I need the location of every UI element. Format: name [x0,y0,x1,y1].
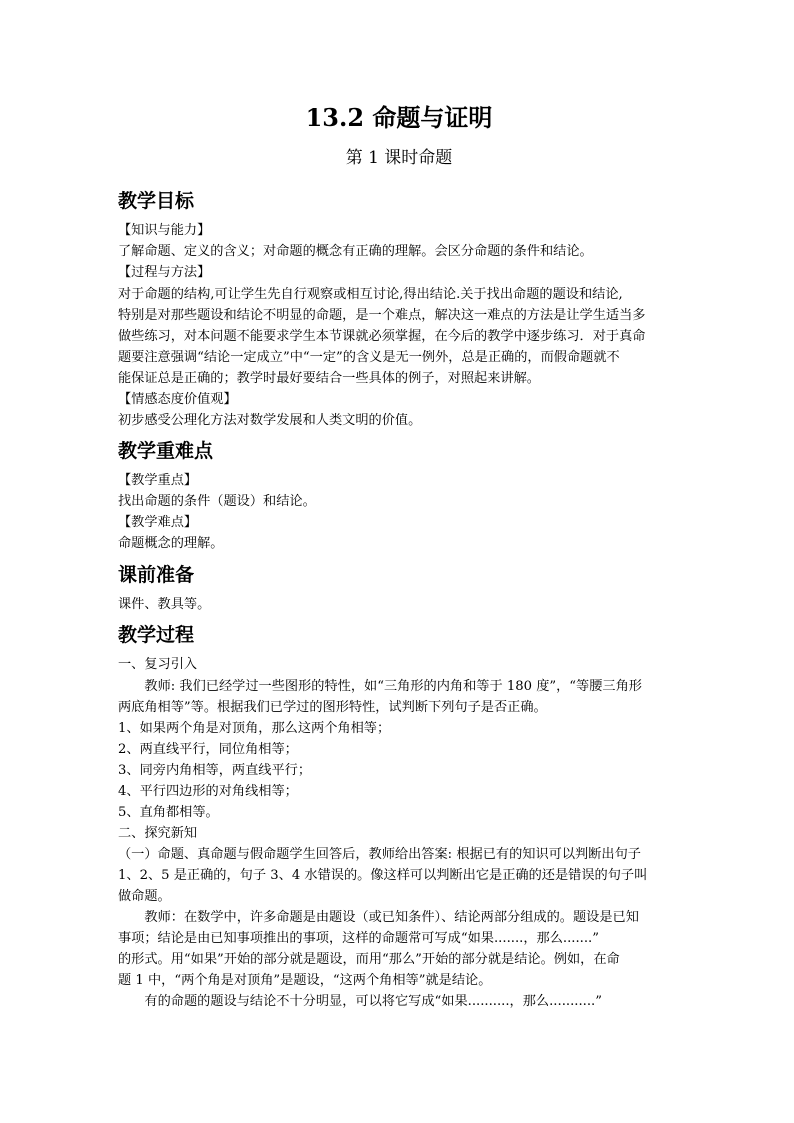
focus-text: 找出命题的条件（题设）和结论。 [118,494,316,509]
process-line: 能保证总是正确的；教学时最好要结合一些具体的例子，对照起来讲解。 [118,371,540,386]
attitude-text: 初步感受公理化方法对数学发展和人类文明的价值。 [118,413,422,428]
knowledge-text: 了解命题、定义的含义；对命题的概念有正确的理解。会区分命题的条件和结论。 [118,244,593,259]
knowledge-label: 【知识与能力】 [118,223,211,238]
heading-process: 教学过程 [118,624,195,646]
heading-objectives: 教学目标 [118,190,195,212]
review-title: 一、复习引入 [118,657,198,672]
list-item: 4、平行四边形的对角线相等； [118,784,298,799]
list-item: 1、如果两个角是对顶角，那么这两个角相等； [118,721,391,736]
last-line: 有的命题的题设与结论不十分明显，可以将它写成“如果..........，那么...........” [144,994,602,1009]
review-line: 两底角相等”等。根据我们已学过的图形特性，试判断下列句子是否正确。 [118,700,547,715]
process-line: 题要注意强调“结论一定成立”中“一定”的含义是无一例外，总是正确的，而假命题就不 [118,350,620,365]
teacher-line: 教师：在数学中，许多命题是由题设（或已知条件）、结论两部分组成的。题设是已知 [144,910,639,925]
explore-line: （一）命题、真命题与假命题学生回答后，教师给出答案: 根据已有的知识可以判断出句子 [118,847,641,862]
difficulty-text: 命题概念的理解。 [118,536,224,551]
difficulty-label: 【教学难点】 [118,515,198,530]
page-title: 13.2 命题与证明 [305,103,493,132]
page-subtitle: 第 1 课时命题 [345,148,453,168]
review-line: 教师: 我们已经学过一些图形的特性，如“三角形的内角和等于 180 度”，“等腰三角形 [144,679,642,694]
list-item: 2、两直线平行，同位角相等； [118,742,298,757]
process-line: 对于命题的结构,可让学生先自行观察或相互讨论,得出结论.关于找出命题的题设和结论, [118,287,623,302]
list-item: 3、同旁内角相等，两直线平行； [118,763,312,778]
preparation-text: 课件、教具等。 [118,597,211,612]
focus-label: 【教学重点】 [118,473,198,488]
attitude-label: 【情感态度价值观】 [118,392,237,407]
heading-key-points: 教学重难点 [118,440,214,462]
explore-title: 二、探究新知 [118,826,198,841]
heading-preparation: 课前准备 [118,564,195,586]
process-line: 特别是对那些题设和结论不明显的命题，是一个难点，解决这一难点的方法是让学生适当多 [118,308,646,323]
explore-line: 做命题。 [118,889,171,904]
explore-line: 1、2、5 是正确的，句子 3、4 水错误的。像这样可以判断出它是正确的还是错误的句子叫 [118,868,648,883]
list-item: 5、直角都相等。 [118,805,219,820]
teacher-line: 题 1 中，“两个角是对顶角”是题设，“这两个角相等”就是结论。 [118,973,492,988]
teacher-line: 的形式。用“如果”开始的部分就是题设，而用“那么”开始的部分就是结论。例如，在命 [118,952,620,967]
process-label: 【过程与方法】 [118,265,211,280]
process-line: 做些练习，对本问题不能要求学生本节课就必须掌握，在今后的教学中逐步练习．对于真命 [118,329,646,344]
teacher-line: 事项；结论是由已知事项推出的事项，这样的命题常可写成“如果.......，那么.......” [118,931,599,946]
